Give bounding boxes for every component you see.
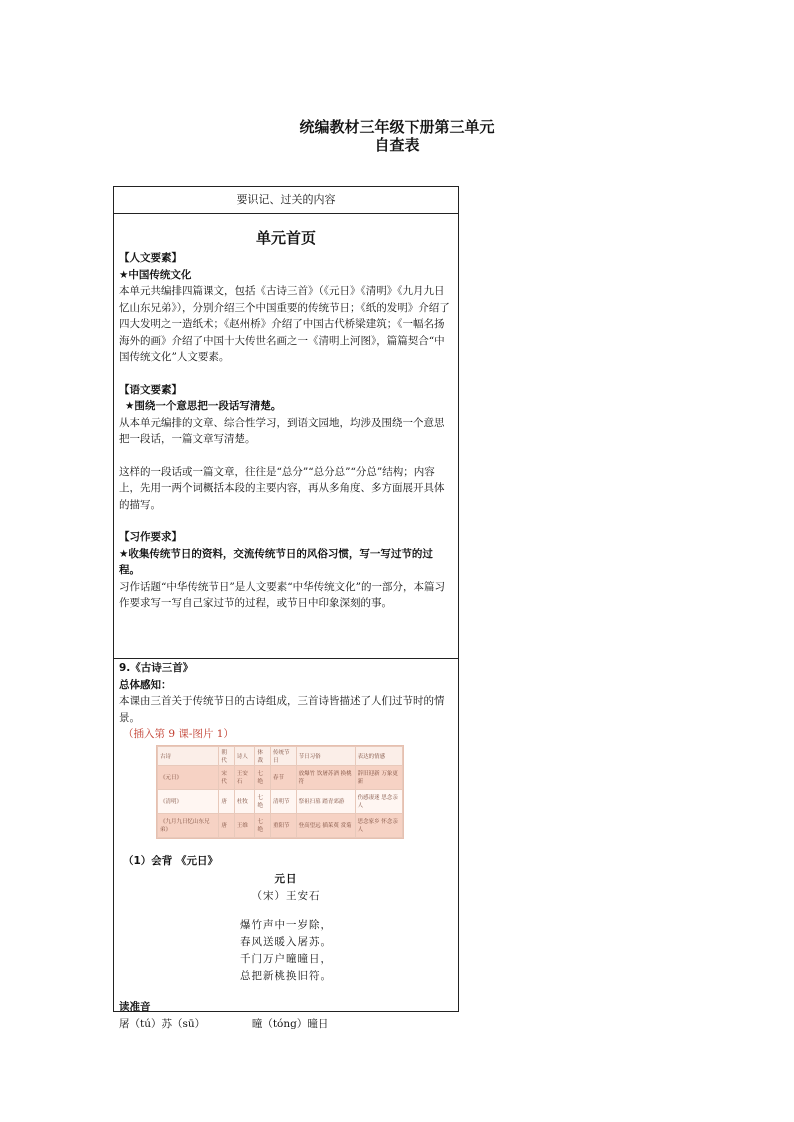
poem-line: 爆竹声中一岁除，: [240, 919, 332, 931]
poem-line: 春风送暖入屠苏。: [240, 936, 332, 948]
image-table-cell: 伤感凄迷 思念亲人: [355, 789, 402, 813]
overall-text: 本课由三首关于传统节日的古诗组成，三首诗皆描述了人们过节时的情景。: [119, 695, 445, 724]
image-table-header: 诗人: [234, 746, 255, 765]
poem-line: 千门万户曈曈日，: [240, 953, 332, 965]
image-table-header: 表达的情感: [355, 746, 402, 765]
image-table-header: 传统节日: [271, 746, 297, 765]
language-text-1: 从本单元编排的文章、综合性学习，到语文园地，均涉及围绕一个意思把一段话，一篇文章写清楚。: [119, 416, 445, 445]
image-table-cell: 祭祖扫墓 踏青郊游: [296, 789, 355, 813]
humanities-theme: ★中国传统文化: [119, 268, 192, 281]
image-table-cell: 重阳节: [271, 813, 297, 837]
language-theme: ★围绕一个意思把一段话写清楚。: [125, 400, 282, 412]
image-table-header: 朝代: [219, 746, 235, 765]
writing-theme: ★收集传统节日的资料，交流传统节日的风俗习惯，写一写过节的过程。: [119, 547, 433, 576]
pronunciation-label: 读准音: [119, 1001, 151, 1013]
image-table-cell: 宋代: [219, 765, 235, 789]
image-table-cell: 辞旧迎新 万象更新: [355, 765, 402, 789]
writing-text: 习作话题“中华传统节日”是人文要素“中华传统文化”的一部分，本篇习作要求写一写自己家过节的过程，或节日中印象深刻的事。: [119, 580, 445, 609]
image-table-cell: 《清明》: [158, 789, 219, 813]
document-subtitle: 自查表: [374, 136, 420, 154]
image-table-cell: 清明节: [271, 789, 297, 813]
pronunciation-item: 屠（tú）苏（sū）: [119, 1017, 206, 1030]
image-table-cell: 七绝: [255, 789, 271, 813]
image-table-cell: 七绝: [255, 813, 271, 837]
recite-label: （1）会背 《元日》: [123, 854, 218, 867]
image-table-header: 古诗: [158, 746, 219, 765]
image-table-cell: 杜牧: [234, 789, 255, 813]
language-text-2: 这样的一段话或一篇文章，往往是“总分”“总分总”“分总”结构；内容上，先用一两个词概括本段的主要内容，再从多角度、多方面展开具体的描写。: [119, 465, 445, 511]
image-table-cell: 唐: [219, 789, 235, 813]
poem-author: （宋）王安石: [251, 890, 321, 902]
image-table-cell: 七绝: [255, 765, 271, 789]
image-table-cell: 登高望远 插茱萸 赏菊: [296, 813, 355, 837]
pronunciation-row: [119, 1016, 453, 1033]
lesson-image-table: [156, 745, 404, 839]
writing-label: 【习作要求】: [119, 531, 182, 543]
table-header: 要识记、过关的内容: [114, 187, 458, 214]
poem-title: 元日: [274, 873, 298, 885]
humanities-text: 本单元共编排四篇课文，包括《古诗三首》（《元日》《清明》《九月九日忆山东兄弟》），分别介绍三个中国重要的传统节日；《纸的发明》介绍了四大发明之一造纸术；《赵州桥》介绍了中国古代桥梁建筑；《一幅名扬海外的画》介绍了中国十大传世名画之一《清明上河图》，篇篇契合“中国传统文化”人文要素。: [119, 285, 450, 363]
image-table-cell: 王安石: [234, 765, 255, 789]
overall-label: 总体感知：: [119, 678, 172, 691]
image-table-cell: 《九月九日忆山东兄弟》: [158, 813, 219, 837]
image-table-cell: 放爆竹 饮屠苏酒 换桃符: [296, 765, 355, 789]
self-check-table: [113, 186, 459, 1030]
image-table-header: 节日习俗: [296, 746, 355, 765]
image-table-cell: 《元日》: [158, 765, 219, 789]
pronunciation-item: 曈（tóng）曈日: [251, 1017, 329, 1030]
image-table-cell: 春节: [271, 765, 297, 789]
humanities-label: 【人文要素】: [119, 252, 182, 264]
image-table-cell: 思念家乡 怀念亲人: [355, 813, 402, 837]
lesson-title: 9.《古诗三首》: [119, 662, 194, 674]
image-table-cell: 唐: [219, 813, 235, 837]
document-title: 统编教材三年级下册第三单元: [299, 118, 495, 136]
poem-line: 总把新桃换旧符。: [240, 970, 332, 982]
image-note: （插入第 9 课-图片 1）: [123, 728, 234, 740]
unit-overview-section: [114, 226, 458, 659]
image-table-cell: 王维: [234, 813, 255, 837]
unit-heading: 单元首页: [255, 229, 316, 247]
image-table-header: 体裁: [255, 746, 271, 765]
lesson-section: [114, 660, 458, 1032]
language-label: 【语文要素】: [119, 383, 182, 396]
